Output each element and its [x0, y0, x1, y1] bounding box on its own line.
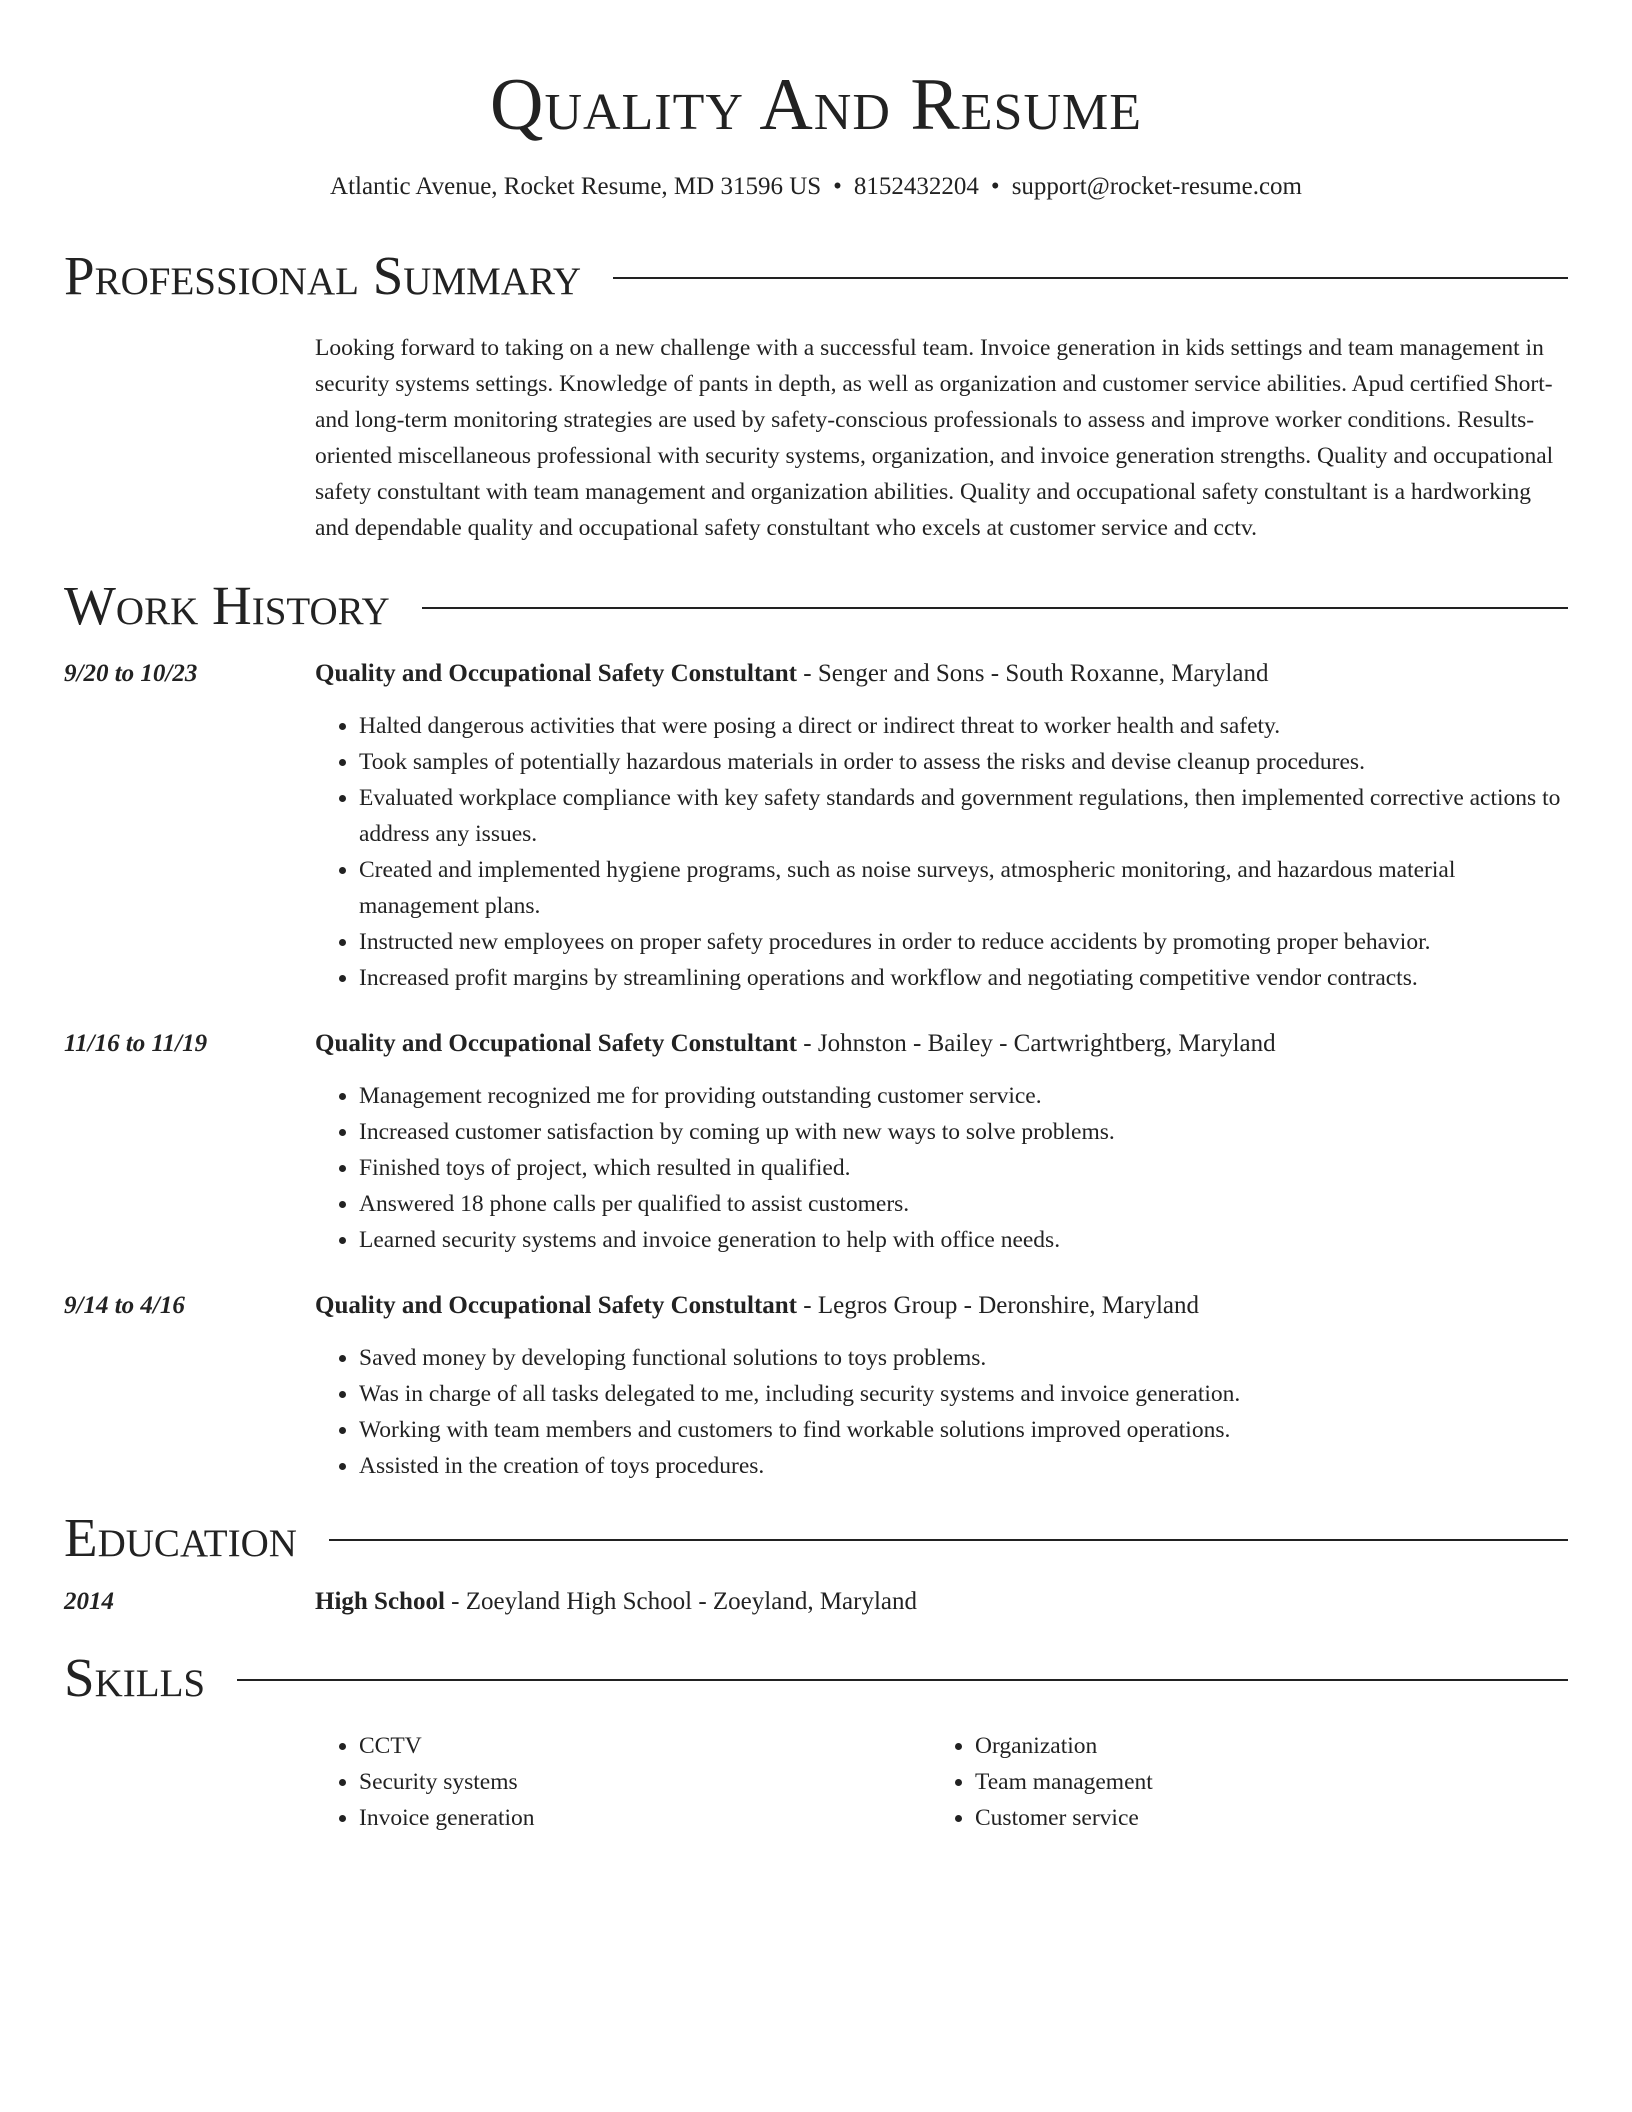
job-bullets	[315, 1340, 1568, 1484]
job-bullet: • Halted dangerous activities that were posing a direct or indirect threat to worker health and safety.	[359, 708, 1568, 744]
summary-text: Looking forward to taking on a new challenge with a successful team. Invoice generation in kids settings and team management in security systems settings. Knowledge of pants in depth, as well as organization and customer service abilities. Apud certified Short- and long-term monitoring strategies are used by safety-conscious professionals to assess and improve worker conditions. Results-oriented miscellaneous professional with security systems, organization, and invoice generation strengths. Quality and occupational safety constultant with team management and organization abilities. Quality and occupational safety constultant is a hardworking and dependable quality and occupational safety constultant who excels at customer service and cctv.	[315, 335, 1554, 541]
section-rule	[329, 1539, 1568, 1541]
education-school: - Zoeyland High School - Zoeyland, Maryland	[444, 1588, 918, 1615]
work-history-heading-text: Work History	[64, 575, 390, 636]
job-dates: 9/14 to 4/16	[64, 1292, 185, 1319]
job-title: Quality and Occupational Safety Constultant	[315, 1030, 798, 1057]
education-heading	[64, 1506, 1568, 1570]
job-heading	[315, 656, 1568, 692]
job-heading	[315, 1026, 1568, 1062]
education-entry	[64, 1584, 1568, 1620]
resume-page	[64, 0, 1568, 1836]
skill-item: • Security systems	[359, 1764, 931, 1800]
job-bullet: • Created and implemented hygiene programs, such as noise surveys, atmospheric monitoring, and hazardous material management plans.	[359, 852, 1568, 924]
summary-heading	[64, 244, 1568, 308]
contact-line	[64, 170, 1568, 204]
job-entry	[64, 1026, 1568, 1258]
section-rule	[613, 277, 1568, 279]
email: support@rocket-resume.com	[1011, 173, 1302, 200]
job-company: - Senger and Sons - South Roxanne, Maryland	[797, 660, 1269, 687]
job-bullets	[315, 1078, 1568, 1258]
job-bullet: • Was in charge of all tasks delegated to me, including security systems and invoice generation.	[359, 1376, 1568, 1412]
skills-list-left	[315, 1728, 931, 1836]
education-year: 2014	[64, 1588, 114, 1615]
skills-row	[64, 1728, 1568, 1836]
summary-heading-text: Professional Summary	[64, 245, 582, 306]
section-rule	[422, 607, 1568, 609]
job-bullet: • Answered 18 phone calls per qualified to assist customers.	[359, 1186, 1568, 1222]
phone: 8152432204	[853, 173, 979, 200]
job-bullet: • Evaluated workplace compliance with key safety standards and government regulations, then implemented corrective actions to address any issues.	[359, 780, 1568, 852]
job-bullet: • Finished toys of project, which resulted in qualified.	[359, 1150, 1568, 1186]
address: Atlantic Avenue, Rocket Resume, MD 31596 US	[330, 173, 822, 200]
skills-spacer	[64, 1728, 315, 1836]
job-bullet: • Assisted in the creation of toys procedures.	[359, 1448, 1568, 1484]
skill-item: • CCTV	[359, 1728, 931, 1764]
candidate-name: Quality And Resume	[490, 64, 1142, 146]
job-bullets	[315, 708, 1568, 996]
skill-item: • Invoice generation	[359, 1800, 931, 1836]
summary-row	[64, 330, 1568, 546]
job-title: Quality and Occupational Safety Constultant	[315, 1292, 798, 1319]
job-entry	[64, 1288, 1568, 1484]
job-bullet: • Increased customer satisfaction by coming up with new ways to solve problems.	[359, 1114, 1568, 1150]
job-company: - Johnston - Bailey - Cartwrightberg, Maryland	[797, 1030, 1276, 1057]
education-heading-text: Education	[64, 1507, 297, 1568]
summary-spacer	[64, 330, 315, 546]
job-bullet: • Working with team members and customers to find workable solutions improved operations.	[359, 1412, 1568, 1448]
job-heading	[315, 1288, 1568, 1324]
job-bullet: • Management recognized me for providing outstanding customer service.	[359, 1078, 1568, 1114]
skills-heading	[64, 1646, 1568, 1710]
job-bullet: • Learned security systems and invoice generation to help with office needs.	[359, 1222, 1568, 1258]
job-bullet: • Instructed new employees on proper safety procedures in order to reduce accidents by promoting proper behavior.	[359, 924, 1568, 960]
job-bullet: • Saved money by developing functional solutions to toys problems.	[359, 1340, 1568, 1376]
skill-item: • Organization	[975, 1728, 1547, 1764]
skills-heading-text: Skills	[64, 1647, 206, 1708]
job-dates: 9/20 to 10/23	[64, 660, 198, 687]
job-title: Quality and Occupational Safety Constultant	[315, 660, 798, 687]
work-history-heading	[64, 574, 1568, 638]
section-rule	[237, 1679, 1568, 1681]
skill-item: • Customer service	[975, 1800, 1547, 1836]
job-bullet: • Increased profit margins by streamlining operations and workflow and negotiating competitive vendor contracts.	[359, 960, 1568, 996]
education-degree: High School	[315, 1588, 445, 1615]
job-company: - Legros Group - Deronshire, Maryland	[797, 1292, 1199, 1319]
skills-grid	[315, 1728, 1568, 1836]
skills-list-right	[931, 1728, 1547, 1836]
separator-dot: •	[833, 173, 842, 200]
skill-item: • Team management	[975, 1764, 1547, 1800]
separator-dot: •	[990, 173, 1000, 200]
job-bullet: • Took samples of potentially hazardous materials in order to assess the risks and devise cleanup procedures.	[359, 744, 1568, 780]
job-entry	[64, 656, 1568, 996]
job-dates: 11/16 to 11/19	[64, 1030, 208, 1057]
